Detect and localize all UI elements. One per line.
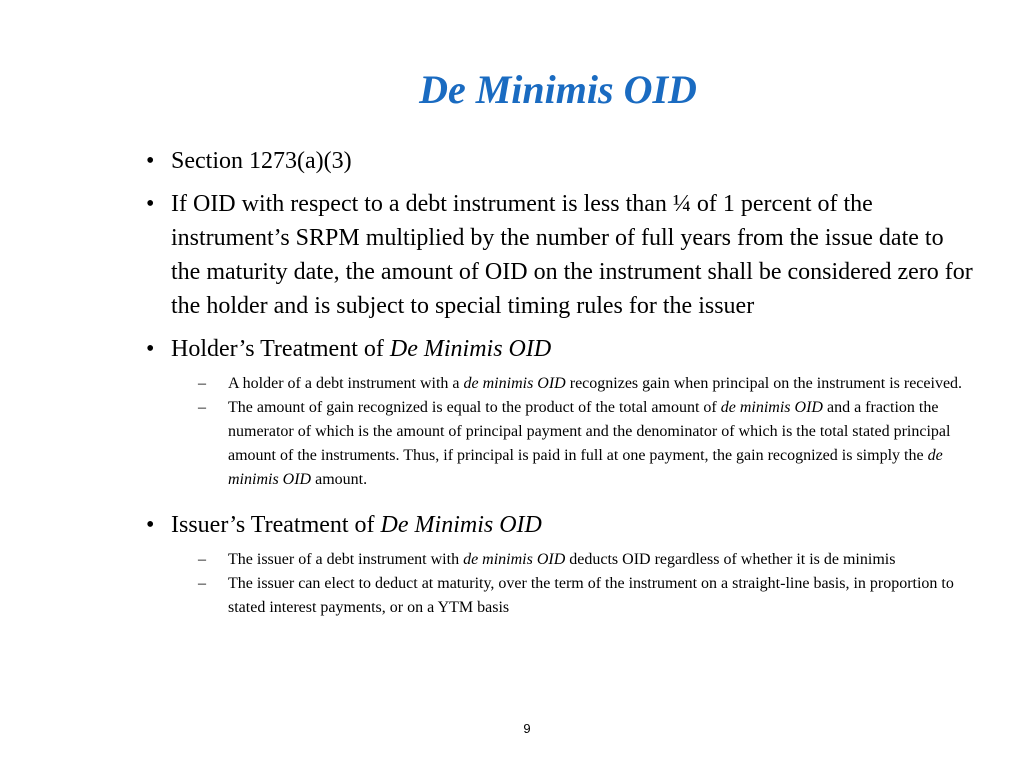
bullet-text: Holder’s Treatment of [171, 336, 390, 362]
sub-item [198, 396, 976, 492]
slide-title: De Minimis OID [419, 67, 697, 112]
sub-text: amount. [311, 471, 368, 488]
page-number: 9 [523, 721, 531, 736]
sub-list-issuer [198, 548, 976, 620]
sub-text-italic: de minimis OID [463, 375, 566, 392]
bullet-item [146, 144, 976, 178]
sub-text: The issuer can elect to deduct at maturity, over the term of the instrument on a straight-line basis, in proportion to stated interest payments, or on a YTM basis [228, 575, 954, 616]
bullet-marker: • [146, 336, 155, 362]
bullet-marker: • [146, 191, 155, 217]
sub-text: The amount of gain recognized is equal to the product of the total amount of [228, 399, 721, 416]
bullet-text-italic: De Minimis OID [389, 336, 552, 362]
bullet-text: If OID with respect to a debt instrument is less than ¼ of 1 percent of the instrument’s SRPM multiplied by the number of full years from the issue date to the maturity date, the amount of OID on the instrument shall be considered zero for the holder and is subject to special timing rules for the issuer [171, 191, 973, 319]
bullet-marker: • [146, 148, 155, 174]
sub-text: recognizes gain when principal on the instrument is received. [565, 375, 963, 392]
sub-text: The issuer of a debt instrument with [228, 551, 464, 568]
sub-item [198, 548, 976, 572]
sub-item [198, 572, 976, 620]
bullet-item [146, 187, 976, 323]
sub-text-italic: de minimis OID [228, 447, 943, 488]
dash-marker: – [198, 575, 206, 592]
bullet-item [146, 332, 976, 366]
sub-text-italic: de minimis OID [720, 399, 823, 416]
slide-body [146, 144, 976, 620]
dash-marker: – [198, 399, 206, 416]
sub-item [198, 372, 976, 396]
sub-text: and a fraction the numerator of which is the amount of principal payment and the denominator of which is the total stated principal amount of the instruments. Thus, if principal is paid in full at one payment, the gain recognized is simply the [228, 399, 951, 464]
dash-marker: – [198, 375, 206, 392]
dash-marker: – [198, 551, 206, 568]
bullet-text: Section 1273(a)(3) [171, 148, 352, 174]
sub-list-holder [198, 372, 976, 492]
sub-text: A holder of a debt instrument with a [228, 375, 464, 392]
sub-text-italic: de minimis OID [463, 551, 566, 568]
sub-text: deducts OID regardless of whether it is de minimis [565, 551, 896, 568]
bullet-text: Issuer’s Treatment of [171, 512, 381, 538]
bullet-item [146, 508, 976, 542]
bullet-marker: • [146, 512, 155, 538]
bullet-text-italic: De Minimis OID [380, 512, 542, 538]
